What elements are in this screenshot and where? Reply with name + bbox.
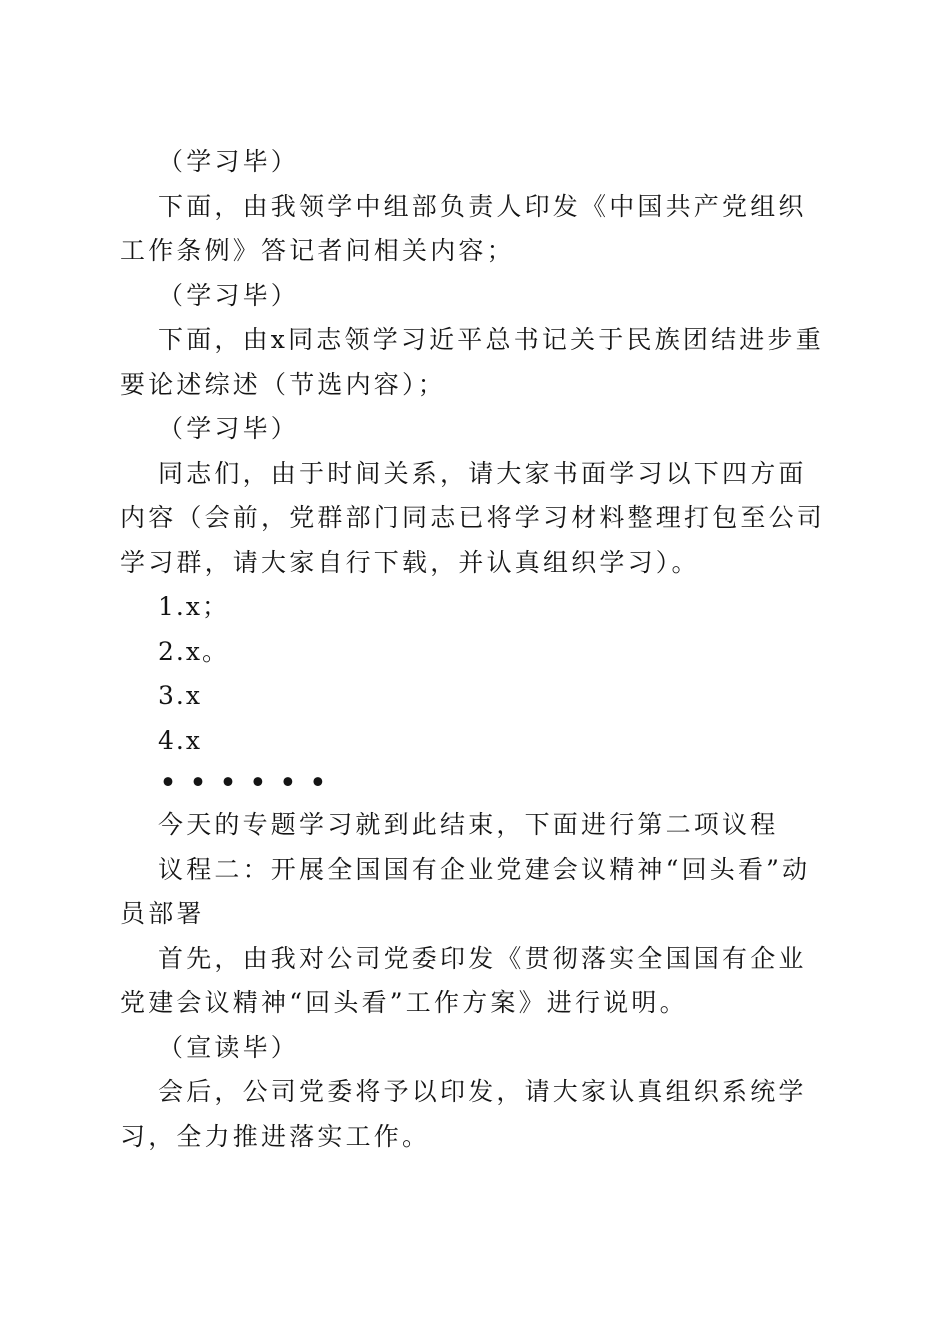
list-item-2: 2.x。 bbox=[158, 636, 229, 666]
paragraph-ethnic-unity-study: 下面，由x同志领学习近平总书记关于民族团结进步重要论述综述（节选内容）； bbox=[120, 325, 824, 399]
paragraph-closing-instruction: 会后，公司党委将予以印发，请大家认真组织系统学习，全力推进落实工作。 bbox=[120, 1077, 807, 1151]
paragraph-study-done-1: （学习毕） bbox=[158, 147, 300, 176]
paragraph-work-plan-explanation: 首先，由我对公司党委印发《贯彻落实全国国有企业党建会议精神“回头看”工作方案》进行说明。 bbox=[120, 943, 807, 1017]
list-item-3: 3.x bbox=[158, 681, 202, 710]
document-body bbox=[120, 140, 825, 1159]
ellipsis-dots: •••••• bbox=[160, 768, 340, 797]
paragraph-study-done-3: （学习毕） bbox=[158, 414, 300, 443]
paragraph-reading-done: （宣读毕） bbox=[158, 1032, 300, 1062]
list-item-4: 4.x bbox=[158, 725, 202, 755]
paragraph-organization-work-regulation: 下面，由我领学中组部负责人印发《中国共产党组织工作条例》答记者问相关内容； bbox=[120, 191, 807, 265]
paragraph-written-study-notice: 同志们，由于时间关系，请大家书面学习以下四方面内容（会前，党群部门同志已将学习材料整理打包至公司学习群，请大家自行下载，并认真组织学习）。 bbox=[120, 458, 826, 577]
paragraph-study-end: 今天的专题学习就到此结束，下面进行第二项议程 bbox=[158, 810, 779, 839]
paragraph-study-done-2: （学习毕） bbox=[158, 280, 300, 310]
list-item-1: 1.x； bbox=[158, 592, 229, 621]
paragraph-agenda-two-heading: 议程二：开展全国国有企业党建会议精神“回头看”动员部署 bbox=[120, 854, 811, 928]
